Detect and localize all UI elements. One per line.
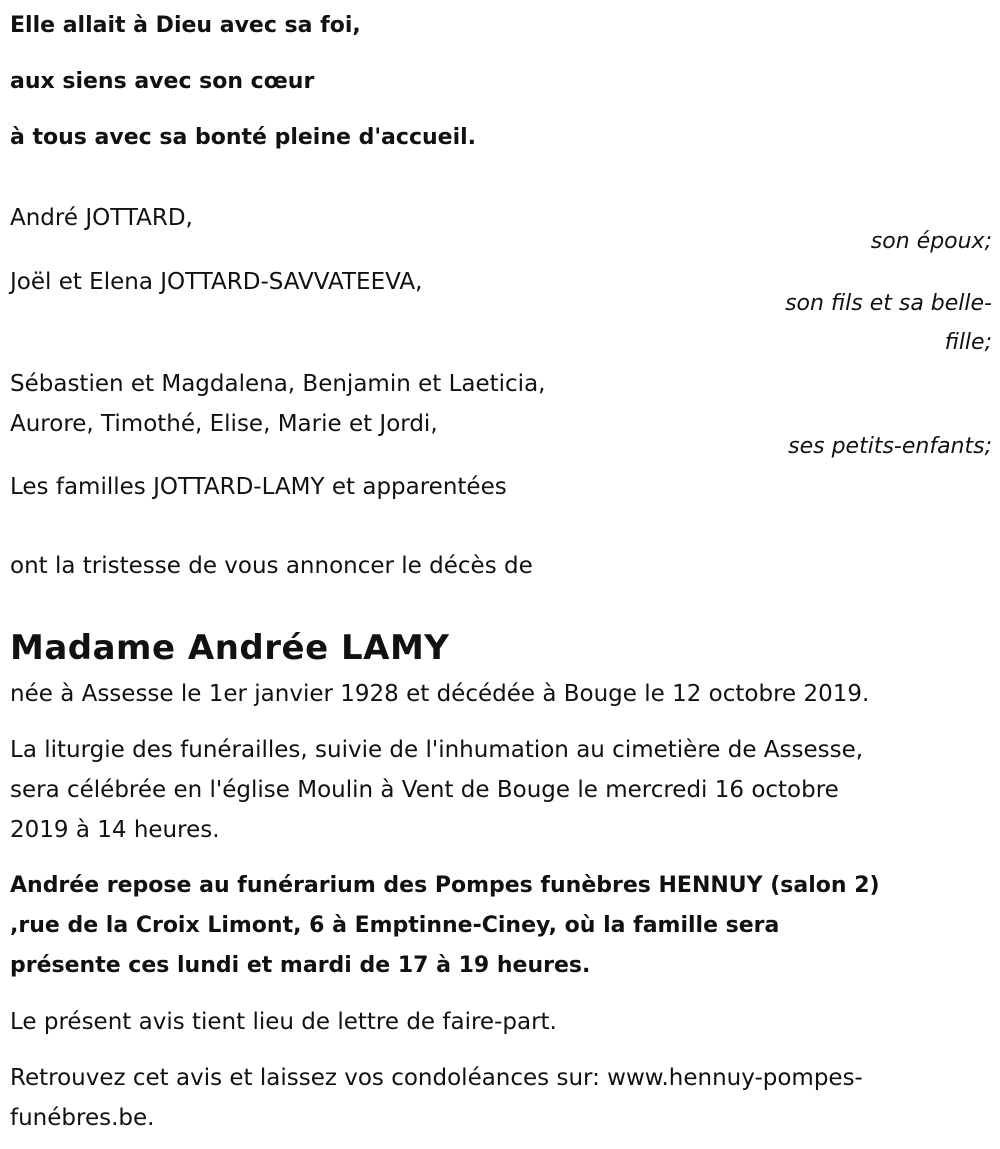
son-role-line-2: fille;: [944, 330, 992, 355]
poem-line-1: Elle allait à Dieu avec sa foi,: [10, 13, 361, 38]
liturgy-line-1: La liturgie des funérailles, suivie de l'inhumation au cimetière de Assesse,: [10, 737, 864, 763]
liturgy-line-2: sera célébrée en l'église Moulin à Vent de Bouge le mercredi 16 octobre: [10, 777, 839, 803]
son-role-line-1: son fils et sa belle-: [785, 291, 992, 316]
liturgy-line-3: 2019 à 14 heures.: [10, 817, 220, 843]
notice: Le présent avis tient lieu de lettre de faire-part.: [10, 1009, 557, 1035]
visitation-line-2: ,rue de la Croix Limont, 6 à Emptinne-Ciney, où la famille sera: [10, 913, 780, 938]
grandchildren-line-1: Sébastien et Magdalena, Benjamin et Laeticia,: [10, 371, 546, 397]
visitation-line-1: Andrée repose au funérarium des Pompes funèbres HENNUY (salon 2): [10, 873, 880, 898]
deceased-name: Madame Andrée LAMY: [10, 628, 450, 668]
poem-line-3: à tous avec sa bonté pleine d'accueil.: [10, 125, 477, 150]
birth-death: née à Assesse le 1er janvier 1928 et décédée à Bouge le 12 octobre 2019.: [10, 681, 870, 707]
visitation-line-3: présente ces lundi et mardi de 17 à 19 heures.: [10, 953, 591, 978]
grandchildren-line-2: Aurore, Timothé, Elise, Marie et Jordi,: [10, 411, 438, 437]
poem-line-2: aux siens avec son cœur: [10, 69, 315, 94]
condolences-line-1: Retrouvez cet avis et laissez vos condoléances sur: www.hennuy-pompes-: [10, 1065, 863, 1091]
spouse-role: son époux;: [870, 229, 992, 254]
families-line: Les familles JOTTARD-LAMY et apparentées: [10, 474, 507, 500]
son-names: Joël et Elena JOTTARD-SAVVATEEVA,: [10, 269, 423, 295]
condolences-line-2: funébres.be.: [10, 1105, 155, 1131]
grandchildren-role: ses petits-enfants;: [788, 434, 992, 459]
spouse-name: André JOTTARD,: [10, 205, 193, 231]
announcement: ont la tristesse de vous annoncer le décès de: [10, 553, 533, 579]
